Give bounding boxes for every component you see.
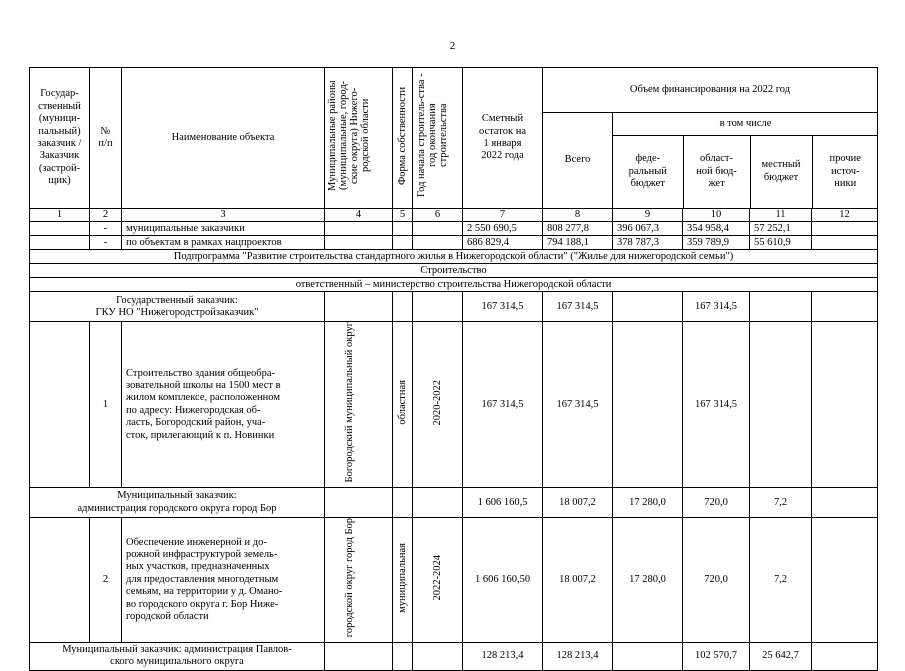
object-years [413, 518, 463, 643]
header-other-text: прочие источ- ники [829, 153, 861, 189]
row-federal: 17 280,0 [613, 488, 683, 518]
cell [413, 236, 463, 250]
row-federal [613, 642, 683, 670]
header-estimate [463, 68, 543, 209]
header-years-text: Год начала строитель-ства - год окончания строительства [415, 74, 449, 198]
financing-table [29, 67, 878, 671]
object-years-text: 2020-2022 [432, 379, 443, 426]
row-regional: 359 789,9 [683, 236, 750, 250]
cell [393, 642, 413, 670]
row-name: муниципальные заказчики [122, 222, 325, 236]
header-total: Всего [543, 113, 613, 209]
customer-row [30, 488, 878, 518]
object-ownership [393, 322, 413, 488]
header-customer-text: Государ- ственный (муници- пальный) заказчик / Заказчик (застрой- щик) [37, 88, 82, 187]
row-total: 808 277,8 [543, 222, 613, 236]
header-regional-text: област- ной бюд- жет [696, 153, 737, 189]
header-pp-text: № п/п [98, 125, 113, 149]
row-regional: 167 314,5 [683, 322, 750, 488]
column-index: 7 [463, 209, 543, 222]
header-pp [90, 68, 122, 209]
subprogram-row [30, 250, 878, 264]
column-index: 12 [812, 209, 878, 222]
row-pp: - [90, 222, 122, 236]
column-index: 3 [122, 209, 325, 222]
row-total: 794 188,1 [543, 236, 613, 250]
column-index: 5 [393, 209, 413, 222]
row-pp: 2 [90, 518, 122, 643]
header-funding: Объем финансирования на 2022 год [543, 68, 878, 113]
customer-row [30, 292, 878, 322]
cell [413, 488, 463, 518]
header-districts [325, 68, 393, 209]
header-customer [30, 68, 90, 209]
cell [393, 222, 413, 236]
row-other [812, 292, 878, 322]
object-row [30, 518, 878, 643]
customer-label [30, 488, 325, 518]
header-including-block [613, 113, 878, 209]
row-local [750, 322, 812, 488]
row-estimate: 167 314,5 [463, 322, 543, 488]
row-federal: 378 787,3 [613, 236, 683, 250]
cell [325, 236, 393, 250]
subprogram-title: Подпрограмма "Развитие строительства стандартного жилья в Нижегородской области" ("Жилье для нижегородской семьи") [30, 250, 878, 264]
section-row [30, 264, 878, 278]
customer-row [30, 642, 878, 670]
object-years-text: 2022-2024 [432, 555, 443, 601]
cell [325, 222, 393, 236]
cell [393, 488, 413, 518]
row-total: 167 314,5 [543, 322, 613, 488]
row-regional: 720,0 [683, 488, 750, 518]
header-including: в том числе [613, 113, 878, 135]
cell [325, 488, 393, 518]
column-index: 6 [413, 209, 463, 222]
table-row [30, 222, 878, 236]
row-regional: 720,0 [683, 518, 750, 643]
row-local: 57 252,1 [750, 222, 812, 236]
column-index: 4 [325, 209, 393, 222]
customer-label-text: Государственный заказчик: ГКУ НО "Нижегородстройзаказчик" [95, 294, 259, 318]
header-local-text: местный бюджет [761, 159, 801, 183]
column-index: 9 [613, 209, 683, 222]
object-years [413, 322, 463, 488]
row-other [812, 518, 878, 643]
header-object-name: Наименование объекта [122, 68, 325, 209]
column-index: 8 [543, 209, 613, 222]
cell [30, 222, 90, 236]
row-total: 167 314,5 [543, 292, 613, 322]
column-index: 10 [683, 209, 750, 222]
row-local [750, 292, 812, 322]
object-ownership-text: муниципальная [397, 542, 408, 613]
customer-label [30, 642, 325, 670]
header-row-1 [30, 68, 878, 113]
row-total: 18 007,2 [543, 518, 613, 643]
object-district [325, 322, 393, 488]
customer-label-text: Муниципальный заказчик: администрация Павлов- ского муниципального округа [62, 643, 292, 668]
row-estimate: 167 314,5 [463, 292, 543, 322]
row-federal: 17 280,0 [613, 518, 683, 643]
row-estimate: 686 829,4 [463, 236, 543, 250]
cell [325, 642, 393, 670]
row-local: 25 642,7 [750, 642, 812, 670]
object-district-text: городской округ город Бор [343, 518, 355, 638]
table-row [30, 236, 878, 250]
column-index: 2 [90, 209, 122, 222]
including-subtable [613, 113, 878, 208]
row-federal [613, 322, 683, 488]
row-other [812, 236, 878, 250]
row-estimate: 128 213,4 [463, 642, 543, 670]
object-district-text: Богородский муниципальный округ [343, 322, 355, 483]
row-pp: 1 [90, 322, 122, 488]
header-federal-text: феде- ральный бюджет [628, 153, 667, 189]
cell [393, 236, 413, 250]
row-federal: 396 067,3 [613, 222, 683, 236]
header-local [750, 135, 812, 208]
row-other [812, 322, 878, 488]
cell [393, 292, 413, 322]
row-local: 7,2 [750, 488, 812, 518]
row-other [812, 488, 878, 518]
header-years [413, 68, 463, 209]
row-estimate: 2 550 690,5 [463, 222, 543, 236]
object-name [122, 322, 325, 488]
cell [413, 642, 463, 670]
row-local: 7,2 [750, 518, 812, 643]
object-name-text: Строительство здания общеобра- зовательной школы на 1500 мест в жилом комплексе, расположенном по адресу: Нижегородская об- ласть, Богородский район, уча- сток, прилегающий к п. Новинки [126, 367, 281, 441]
row-regional: 167 314,5 [683, 292, 750, 322]
row-local: 55 610,9 [750, 236, 812, 250]
row-name: по объектам в рамках нацпроектов [122, 236, 325, 250]
object-row [30, 322, 878, 488]
cell [413, 292, 463, 322]
row-other [812, 642, 878, 670]
header-districts-text: Муниципальные районы (муниципальные, город-ские округа) Нижего-родской области [327, 80, 371, 192]
responsible-row [30, 278, 878, 292]
header-other [812, 135, 878, 208]
object-ownership-text: областная [397, 380, 408, 425]
column-index: 1 [30, 209, 90, 222]
row-total: 128 213,4 [543, 642, 613, 670]
header-ownership [393, 68, 413, 209]
row-estimate: 1 606 160,50 [463, 518, 543, 643]
cell [30, 518, 90, 643]
cell [413, 222, 463, 236]
object-name-text: Обеспечение инженерной и до- рожной инфраструктурой земель- ных участков, предназначенных для предоставления многодетным семьям, на территории у д. Омано- во городского округа г. Бор Ниже- городской области [126, 536, 283, 623]
responsible-title: ответственный – министерство строительства Нижегородской области [30, 278, 878, 292]
cell [325, 292, 393, 322]
cell [30, 322, 90, 488]
header-federal [613, 135, 683, 208]
page-number: 2 [449, 40, 456, 52]
row-estimate: 1 606 160,5 [463, 488, 543, 518]
section-title: Строительство [30, 264, 878, 278]
row-total: 18 007,2 [543, 488, 613, 518]
column-index-row [30, 209, 878, 222]
header-estimate-text: Сметный остаток на 1 января 2022 года [479, 113, 526, 162]
object-district [325, 518, 393, 643]
header-regional [683, 135, 750, 208]
customer-label-text: Муниципальный заказчик: администрация городского округа город Бор [77, 490, 277, 514]
row-other [812, 222, 878, 236]
header-ownership-text: Форма собственности [397, 86, 408, 185]
row-regional: 354 958,4 [683, 222, 750, 236]
customer-label [30, 292, 325, 322]
object-name [122, 518, 325, 643]
cell [30, 236, 90, 250]
column-index: 11 [750, 209, 812, 222]
row-pp: - [90, 236, 122, 250]
object-ownership [393, 518, 413, 643]
row-federal [613, 292, 683, 322]
row-regional: 102 570,7 [683, 642, 750, 670]
